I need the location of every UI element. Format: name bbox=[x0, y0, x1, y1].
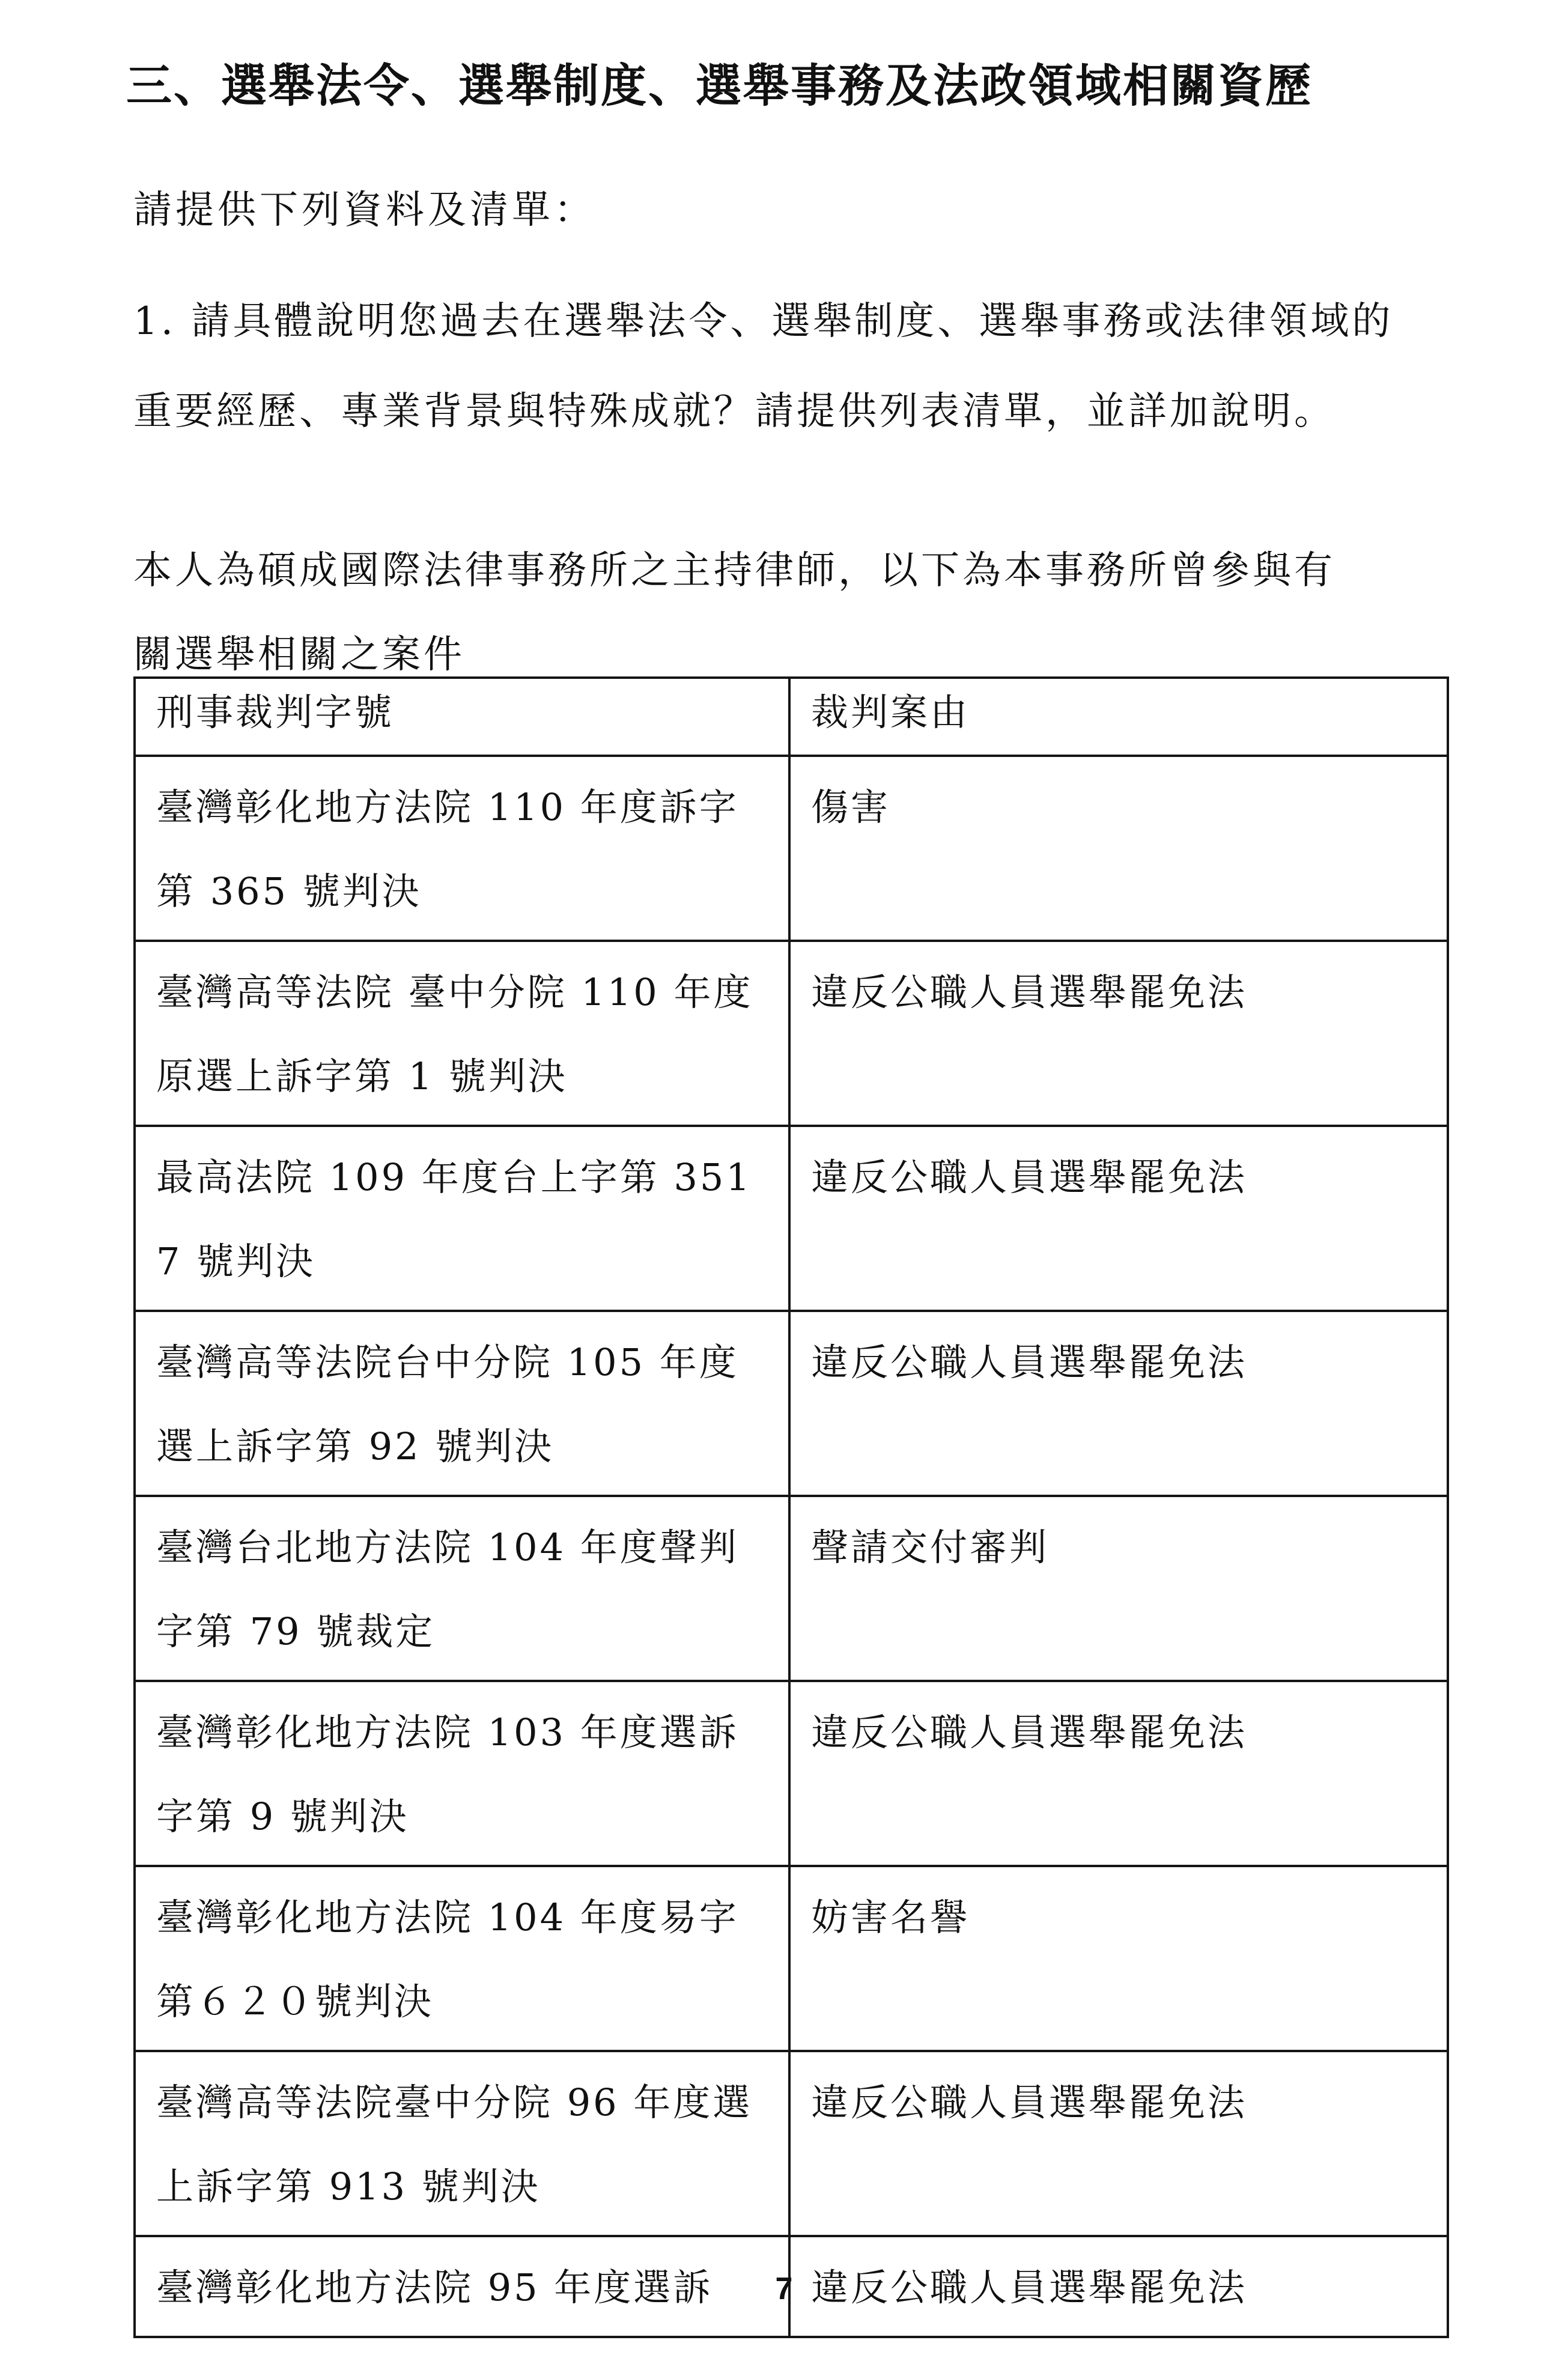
case-citation: 臺灣彰化地方法院 110 年度訴字第 365 號判決 bbox=[135, 756, 789, 941]
case-citation: 臺灣彰化地方法院 95 年度選訴 bbox=[135, 2236, 789, 2337]
question-line: 重要經歷、專業背景與特殊成就？請提供列表清單，並詳加說明。 bbox=[133, 389, 1336, 434]
case-cause: 傷害 bbox=[789, 756, 1448, 941]
table-header-row bbox=[135, 678, 1448, 756]
case-citation: 臺灣高等法院 臺中分院 110 年度原選上訴字第 1 號判決 bbox=[135, 941, 789, 1126]
table-row bbox=[135, 2051, 1448, 2236]
column-header-cause: 裁判案由 bbox=[789, 678, 1448, 756]
case-citation: 臺灣彰化地方法院 103 年度選訴字第 9 號判決 bbox=[135, 1681, 789, 1866]
case-citation: 臺灣彰化地方法院 104 年度易字第６２０號判決 bbox=[135, 1866, 789, 2051]
table-row bbox=[135, 1496, 1448, 1681]
table-row bbox=[135, 1126, 1448, 1311]
case-cause: 違反公職人員選舉罷免法 bbox=[789, 2051, 1448, 2236]
case-cause: 違反公職人員選舉罷免法 bbox=[789, 1681, 1448, 1866]
case-citation: 臺灣台北地方法院 104 年度聲判字第 79 號裁定 bbox=[135, 1496, 789, 1681]
statement-paragraph bbox=[133, 529, 1467, 697]
case-citation: 臺灣高等法院台中分院 105 年度選上訴字第 92 號判決 bbox=[135, 1311, 789, 1496]
column-header-citation: 刑事裁判字號 bbox=[135, 678, 789, 756]
case-cause: 聲請交付審判 bbox=[789, 1496, 1448, 1681]
case-cause: 違反公職人員選舉罷免法 bbox=[789, 941, 1448, 1126]
case-cause: 妨害名譽 bbox=[789, 1866, 1448, 2051]
section-heading: 三、選舉法令、選舉制度、選舉事務及法政領域相關資歷 bbox=[126, 59, 1313, 112]
statement-line: 本人為碩成國際法律事務所之主持律師，以下為本事務所曾參與有 bbox=[133, 548, 1336, 593]
intro-text: 請提供下列資料及清單： bbox=[133, 188, 596, 232]
statement-line: 關選舉相關之案件 bbox=[133, 633, 465, 677]
cases-table bbox=[133, 676, 1449, 2338]
table-row bbox=[135, 756, 1448, 941]
case-citation: 最高法院 109 年度台上字第 3517 號判決 bbox=[135, 1126, 789, 1311]
table-row bbox=[135, 1311, 1448, 1496]
question-paragraph bbox=[133, 276, 1485, 457]
case-cause: 違反公職人員選舉罷免法 bbox=[789, 1311, 1448, 1496]
table-row bbox=[135, 941, 1448, 1126]
question-line: 1. 請具體說明您過去在選舉法令、選舉制度、選舉事務或法律領域的 bbox=[133, 299, 1394, 344]
table-row bbox=[135, 1681, 1448, 1866]
case-cause: 違反公職人員選舉罷免法 bbox=[789, 1126, 1448, 1311]
table-row bbox=[135, 1866, 1448, 2051]
case-citation: 臺灣高等法院臺中分院 96 年度選上訴字第 913 號判決 bbox=[135, 2051, 789, 2236]
case-cause: 違反公職人員選舉罷免法 bbox=[789, 2236, 1448, 2337]
page-number: 7 bbox=[775, 2271, 793, 2306]
